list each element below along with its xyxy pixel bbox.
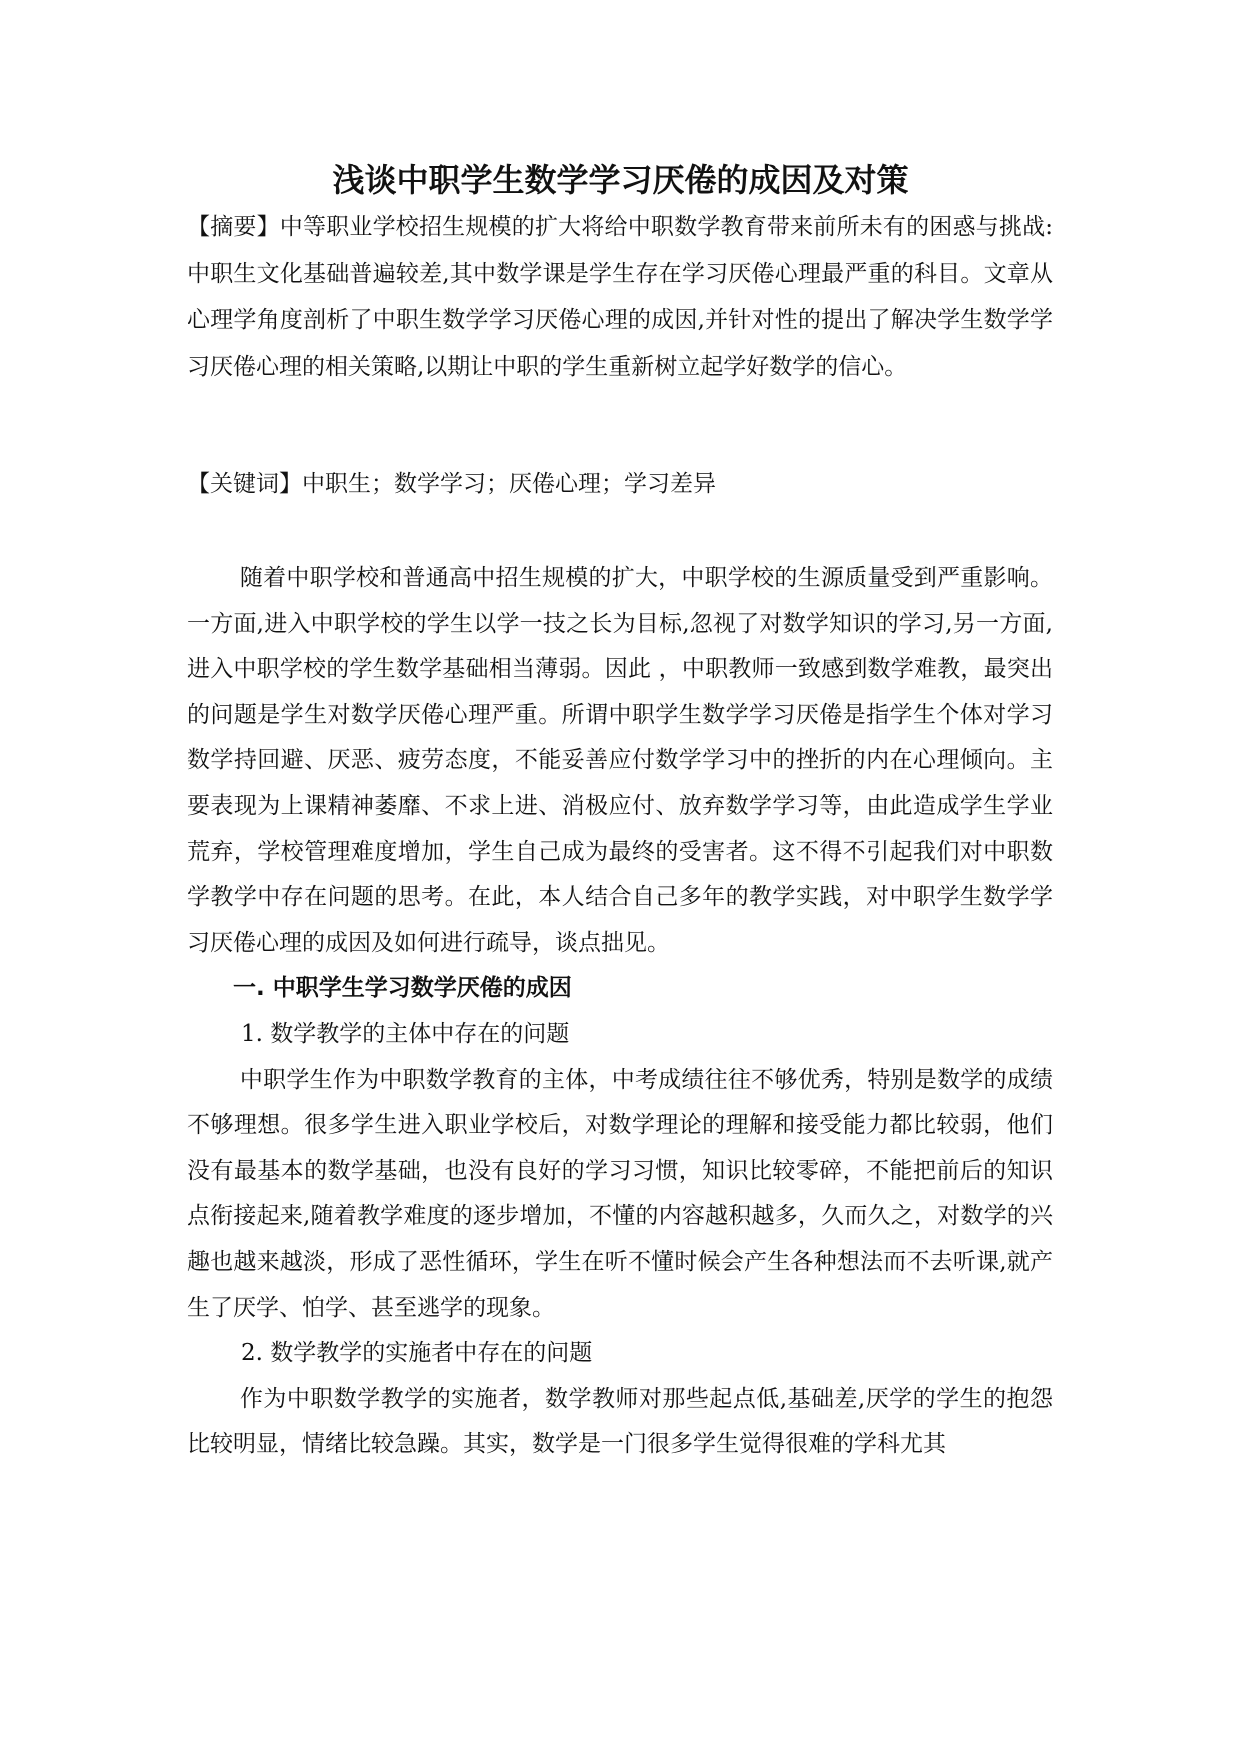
subsection-heading: 1. 数学教学的主体中存在的问题	[241, 1020, 570, 1047]
keywords-section	[187, 461, 1053, 507]
abstract-label: 【摘要】	[187, 214, 280, 240]
keywords-text: 中职生；数学学习；厌倦心理；学习差异	[302, 471, 716, 497]
document-title: 浅谈中职学生数学学习厌倦的成因及对策	[332, 161, 909, 199]
keywords-label: 【关键词】	[187, 471, 302, 497]
abstract-text: 中等职业学校招生规模的扩大将给中职数学教育带来前所未有的困惑与挑战:中职生文化基础普遍较差,其中数学课是学生存在学习厌倦心理最严重的科目。文章从心理学角度剖析了中职生数学学习厌倦心理的成因,并针对性的提出了解决学生数学学习厌倦心理的相关策略,以期让中职的学生重新树立起学好数学的信心。	[187, 214, 1054, 380]
abstract-section	[187, 204, 1053, 390]
section-heading: 一. 中职学生学习数学厌倦的成因	[233, 975, 572, 1002]
body-section	[187, 556, 1053, 1468]
subsection-heading: 2. 数学教学的实施者中存在的问题	[241, 1340, 593, 1367]
body-paragraph: 中职学生作为中职数学教育的主体，中考成绩往往不够优秀，特别是数学的成绩不够理想。很多学生进入职业学校后，对数学理论的理解和接受能力都比较弱，他们没有最基本的数学基础，也没有良好的学习习惯，知识比较零碎，不能把前后的知识点衔接起来,随着教学难度的逐步增加，不懂的内容越积越多，久而久之，对数学的兴趣也越来越淡，形成了恶性循环，学生在听不懂时候会产生各种想法而不去听课,就产生了厌学、怕学、甚至逃学的现象。	[187, 1066, 1053, 1321]
intro-paragraph: 随着中职学校和普通高中招生规模的扩大，中职学校的生源质量受到严重影响。一方面,进入中职学校的学生以学一技之长为目标,忽视了对数学知识的学习,另一方面,进入中职学校的学生数学基础相当薄弱。因此 ，中职教师一致感到数学难教，最突出的问题是学生对数学厌倦心理严重。所谓中职学生数学学习厌倦是指学生个体对学习数学持回避、厌恶、疲劳态度，不能妥善应付数学学习中的挫折的内在心理倾向。主要表现为上课精神萎靡、不求上进、消极应付、放弃数学学习等，由此造成学生学业荒弃，学校管理难度增加，学生自己成为最终的受害者。这不得不引起我们对中职数学教学中存在问题的思考。在此，本人结合自己多年的教学实践，对中职学生数学学习厌倦心理的成因及如何进行疏导，谈点拙见。	[187, 565, 1053, 956]
body-paragraph: 作为中职数学教学的实施者，数学教师对那些起点低,基础差,厌学的学生的抱怨比较明显，情绪比较急躁。其实，数学是一门很多学生觉得很难的学科尤其	[187, 1385, 1053, 1458]
